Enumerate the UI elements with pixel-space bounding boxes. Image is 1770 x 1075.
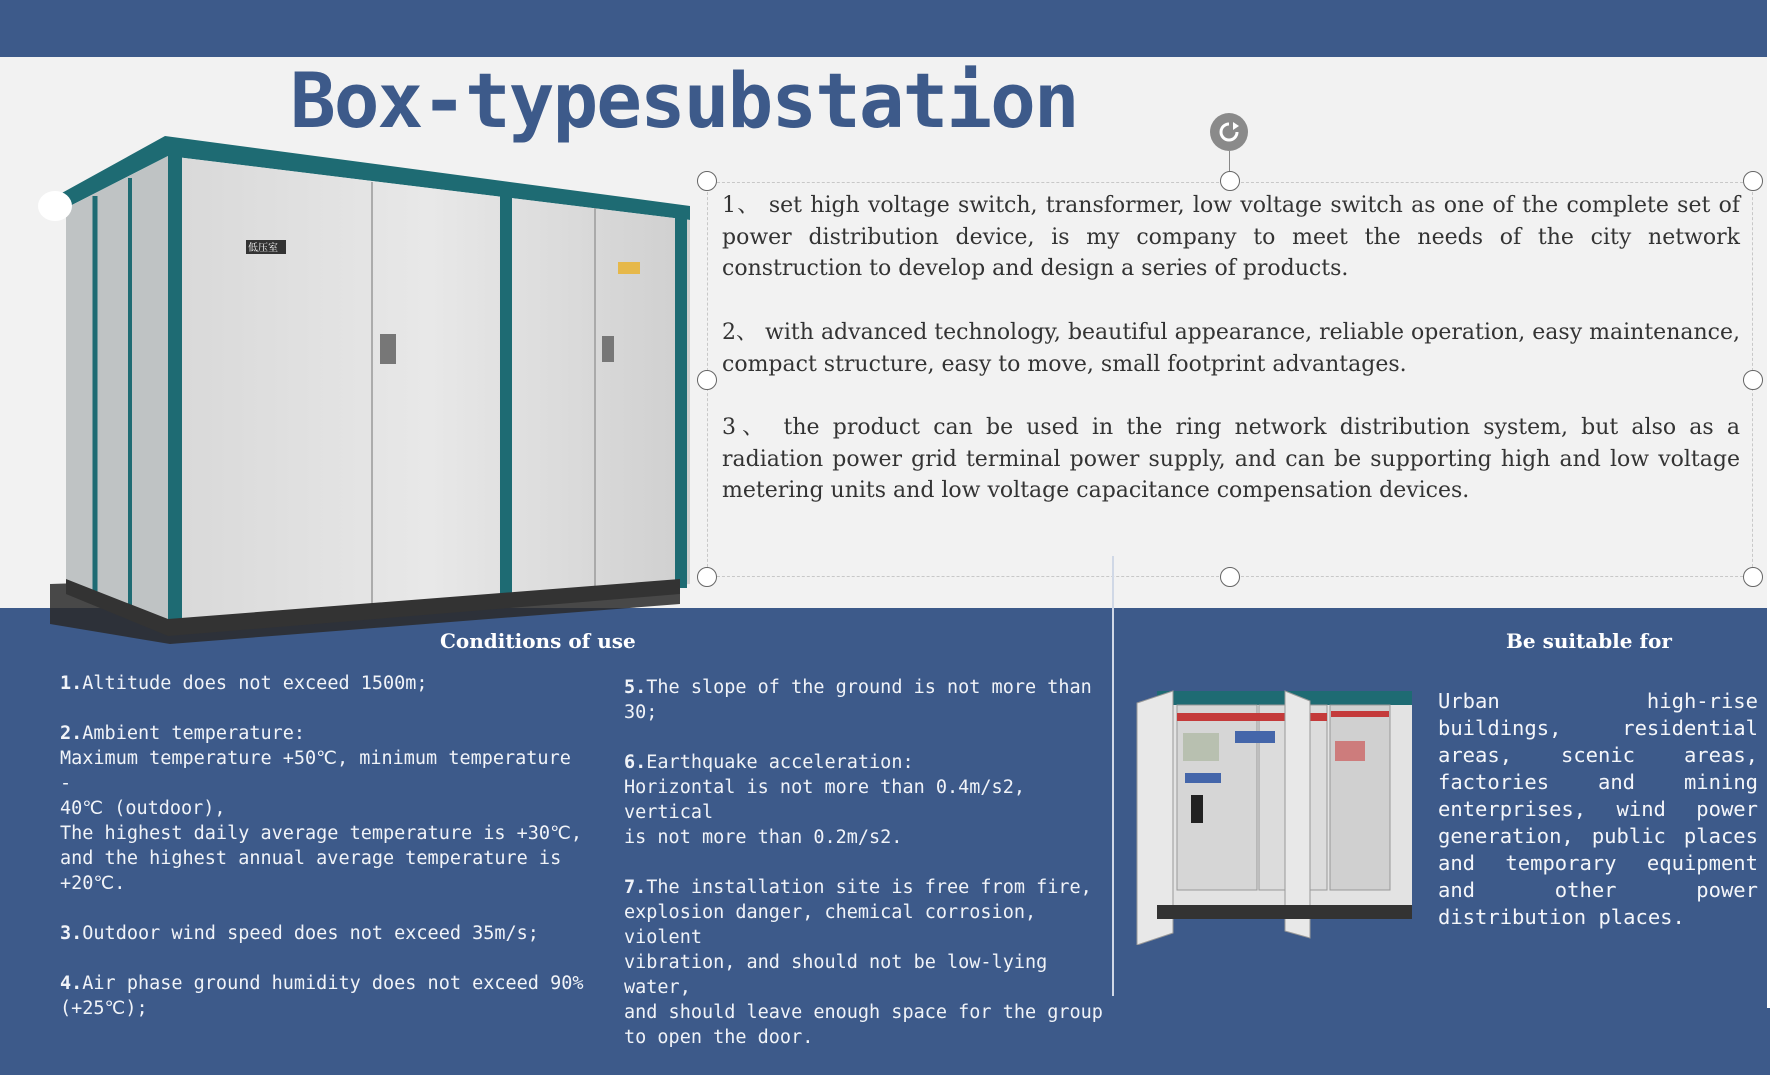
- condition-number: 5.: [624, 677, 647, 698]
- description-text[interactable]: [722, 190, 1740, 539]
- product-image: [50, 124, 720, 644]
- condition-number: 3.: [60, 923, 83, 944]
- condition-item: [60, 721, 590, 896]
- condition-line: [60, 971, 590, 996]
- condition-line: [60, 921, 590, 946]
- condition-line: [60, 846, 590, 871]
- condition-line: [60, 796, 590, 821]
- condition-text: (+25℃);: [60, 998, 148, 1019]
- suitable-heading: Be suitable for: [1506, 629, 1672, 653]
- resize-handle-top[interactable]: [1220, 171, 1240, 191]
- conditions-right-column: [624, 675, 1104, 1075]
- resize-handle-top-right[interactable]: [1743, 171, 1763, 191]
- condition-line: [60, 821, 590, 846]
- top-band: [0, 0, 1770, 57]
- condition-line: [624, 1025, 1104, 1050]
- condition-text: to open the door.: [624, 1027, 814, 1048]
- page-title: Box-typesubstation: [290, 56, 1078, 145]
- condition-line: [60, 996, 590, 1021]
- resize-handle-bottom-right[interactable]: [1743, 567, 1763, 587]
- product-label: 低压室: [248, 243, 278, 254]
- condition-text: Air phase ground humidity does not exceed 90%: [82, 973, 584, 994]
- condition-item: [624, 750, 1104, 850]
- condition-line: [624, 775, 1104, 825]
- condition-text: Earthquake acceleration:: [646, 752, 914, 773]
- condition-text: The installation site is free from fire,: [646, 877, 1092, 898]
- condition-line: [624, 750, 1104, 775]
- condition-number: 1.: [60, 673, 83, 694]
- condition-line: [60, 721, 590, 746]
- condition-line: [624, 950, 1104, 1000]
- resize-handle-top-left[interactable]: [697, 171, 717, 191]
- condition-number: 2.: [60, 723, 83, 744]
- condition-line: [624, 1000, 1104, 1025]
- cabinet-image: [1135, 683, 1420, 945]
- description-paragraph-1: 1、 set high voltage switch, transformer, low voltage switch as one of the complete set of power distribution device, is my company to meet the needs of the city network construction to develop and design a series of products.: [722, 193, 1740, 282]
- condition-item: [60, 921, 590, 946]
- condition-line: [60, 746, 590, 796]
- condition-text: +20℃.: [60, 873, 126, 894]
- condition-text: Outdoor wind speed does not exceed 35m/s;: [82, 923, 539, 944]
- condition-text: explosion danger, chemical corrosion, violent: [624, 902, 1037, 948]
- section-divider: [1112, 556, 1114, 996]
- conditions-left-column: [60, 671, 590, 1046]
- condition-text: Altitude does not exceed 1500m;: [82, 673, 428, 694]
- condition-number: 4.: [60, 973, 83, 994]
- condition-line: [624, 825, 1104, 850]
- condition-number: 6.: [624, 752, 647, 773]
- resize-handle-bottom-left[interactable]: [697, 567, 717, 587]
- condition-text: The highest daily average temperature is +30℃,: [60, 823, 582, 844]
- condition-text: Maximum temperature +50℃, minimum temperature -: [60, 748, 571, 794]
- rotate-handle-icon[interactable]: [1210, 113, 1248, 151]
- resize-handle-right[interactable]: [1743, 370, 1763, 390]
- slide-marker: [38, 191, 72, 221]
- condition-line: [60, 671, 590, 696]
- resize-handle-left[interactable]: [697, 370, 717, 390]
- condition-line: [624, 900, 1104, 950]
- description-paragraph-2: 2、 with advanced technology, beautiful appearance, reliable operation, easy maintenance, compact structure, easy to move, small footprint advantages.: [722, 319, 1740, 377]
- condition-number: 7.: [624, 877, 647, 898]
- description-paragraph-3: 3、 the product can be used in the ring network distribution system, but also as a radiation power grid terminal power supply, and can be supporting high and low voltage metering units and low voltage capacitance compensation devices.: [722, 414, 1740, 504]
- resize-handle-bottom[interactable]: [1220, 567, 1240, 587]
- condition-text: vibration, and should not be low-lying water,: [624, 952, 1048, 998]
- condition-text: 40℃ (outdoor),: [60, 798, 226, 819]
- suitable-text: Urban high-rise buildings, residential areas, scenic areas, factories and mining enterprises, wind power generation, public places and temporary equipment and other power distribution places.: [1438, 689, 1758, 929]
- condition-item: [624, 675, 1104, 725]
- condition-text: and should leave enough space for the group: [624, 1002, 1103, 1023]
- conditions-heading: Conditions of use: [440, 629, 636, 653]
- condition-text: Horizontal is not more than 0.4m/s2, vertical: [624, 777, 1025, 823]
- condition-item: [60, 971, 590, 1021]
- condition-text: Ambient temperature:: [82, 723, 306, 744]
- condition-line: [624, 675, 1104, 725]
- condition-text: is not more than 0.2m/s2.: [624, 827, 903, 848]
- condition-item: [624, 875, 1104, 1050]
- condition-text: The slope of the ground is not more than 30;: [624, 677, 1092, 723]
- condition-text: and the highest annual average temperature is: [60, 848, 562, 869]
- condition-item: [60, 671, 590, 696]
- condition-line: [60, 871, 590, 896]
- condition-line: [624, 875, 1104, 900]
